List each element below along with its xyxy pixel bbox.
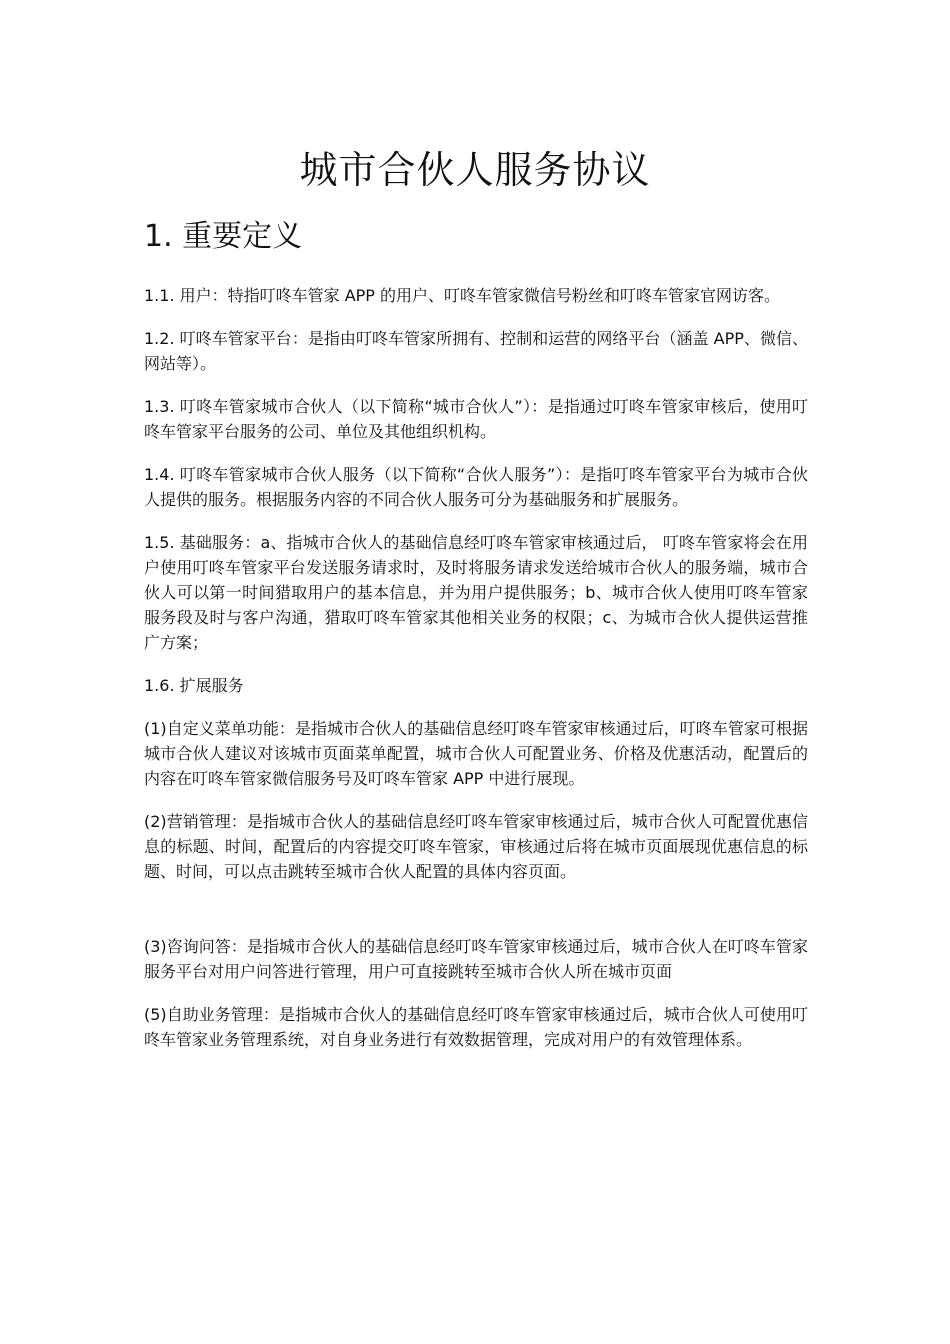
document-body	[144, 283, 808, 1070]
paragraph-1-2: 1.2. 叮咚车管家平台：是指由叮咚车管家所拥有、控制和运营的网络平台（涵盖 APP、微信、网站等）。	[144, 329, 808, 373]
paragraph-1-6: 1.6. 扩展服务	[144, 676, 244, 695]
paragraph-consulting: (3)咨询问答：是指城市合伙人的基础信息经叮咚车管家审核通过后，城市合伙人在叮咚车管家服务平台对用户问答进行管理，用户可直接跳转至城市合伙人所在城市页面	[144, 937, 808, 981]
paragraph-1-1: 1.1. 用户：特指叮咚车管家 APP 的用户、叮咚车管家微信号粉丝和叮咚车管家官网访客。	[144, 286, 781, 305]
paragraph-marketing: (2)营销管理：是指城市合伙人的基础信息经叮咚车管家审核通过后，城市合伙人可配置优惠信息的标题、时间，配置后的内容提交叮咚车管家，审核通过后将在城市页面展现优惠信息的标题、时间，可以点击跳转至城市合伙人配置的具体内容页面。	[144, 812, 808, 881]
paragraph-1-5: 1.5. 基础服务：a、指城市合伙人的基础信息经叮咚车管家审核通过后， 叮咚车管家将会在用户使用叮咚车管家平台发送服务请求时，及时将服务请求发送给城市合伙人的服务端，城市合伙人可以第一时间猎取用户的基本信息，并为用户提供服务；b、城市合伙人使用叮咚车管家服务段及时与客户沟通，猎取叮咚车管家其他相关业务的权限；c、为城市合伙人提供运营推广方案；	[144, 533, 808, 652]
paragraph-custom-menu: (1)自定义菜单功能：是指城市合伙人的基础信息经叮咚车管家审核通过后，叮咚车管家可根据城市合伙人建议对该城市页面菜单配置，城市合伙人可配置业务、价格及优惠活动，配置后的内容在叮咚车管家微信服务号及叮咚车管家 APP 中进行展现。	[144, 719, 808, 788]
section-heading: 1. 重要定义	[144, 219, 303, 254]
paragraph-1-4: 1.4. 叮咚车管家城市合伙人服务（以下简称“合伙人服务”）：是指叮咚车管家平台为城市合伙人提供的服务。根据服务内容的不同合伙人服务可分为基础服务和扩展服务。	[144, 465, 808, 509]
paragraph-1-3: 1.3. 叮咚车管家城市合伙人（以下简称“城市合伙人”）：是指通过叮咚车管家审核后，使用叮咚车管家平台服务的公司、单位及其他组织机构。	[144, 397, 808, 441]
paragraph-self-service: (5)自助业务管理：是指城市合伙人的基础信息经叮咚车管家审核通过后，城市合伙人可使用叮咚车管家业务管理系统，对自身业务进行有效数据管理，完成对用户的有效管理体系。	[144, 1005, 808, 1049]
document-title: 城市合伙人服务协议	[299, 148, 651, 192]
